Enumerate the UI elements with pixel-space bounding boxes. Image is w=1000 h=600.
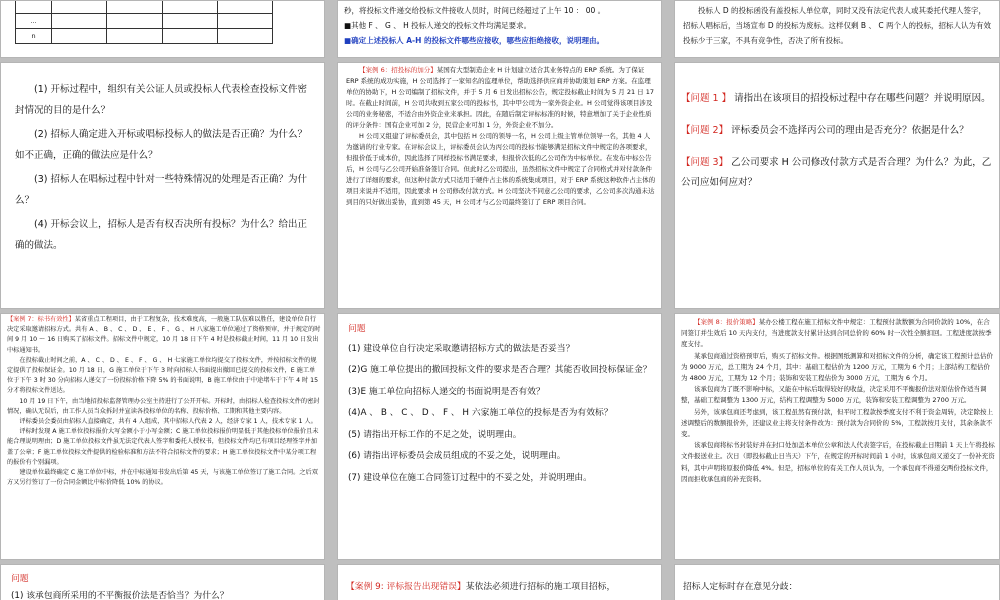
case-text: 某依法必须进行招标的施工项目招标， xyxy=(465,582,616,592)
case-title: 【案例 9: 评标报告出现错误】 xyxy=(346,582,466,592)
case-text: 该承包商将标书封装好并在封口处加盖本单位公章和法人代表签字后，在投标截止日期前 1 天上午将投标文件报送业主。次日（即投标截止日当天）下午，在规定的开标时间前 1 小时，该承包商又递交了一份补充资料，其中声明将原报价降低 4%。但是，招标单位的有关工作人员认为，一个承包商不得递交两份投标文件，因而拒收承包商的补充资料。 xyxy=(681,441,995,483)
case-text: 在投标截止时间之前，A 、 C 、 D 、 E 、 F 、 G 、 H 七家施工单位均提交了投标文件，并按招标文件的规定提供了投标保证金。10 月 18 日，G 施工单位于下午 3 时向招标人书面提出撤回已提交的投标文件，E 施工单位于下午 3 时 30 分向招标人递交了一份投标价格下降 5% 的书面说明，B 施工单位由于中途堵车于下午 4 时 15 分才将投标文件送达。 xyxy=(7,356,319,395)
case-text: H 公司又组建了评标委员会，其中包括 H 公司的领导一名，H 公司上级主管单位领导一名，其他 4 人为邀请的行业专家。在评标会议上，评标委员会认为丙公司的投标书能够满足招标文件中规定的各项要求，但报价低于成本价，因此选择了同样投标书满足要求，但报价次低的乙公司作为中标单位。在发布中标公告后，H 公司与乙公司开始准备签订合同。但此时乙公司提出，虽然招标文件中规定了合同格式并对付款条件进行了详细的要求，但这种付款方式只适用于硬件占主体的系统集成项目，对于 ERP 系统这种软件占主体的项目来说并不适用，因此要求 H 公司修改付款方式。H 公司坚决不同意乙公司的要求，乙公司多次沟通未达到目的只好做出妥协，直到第 45 天，H 公司才与乙公司最终签订了 ERP 项目合同。 xyxy=(346,132,656,206)
question-item: (1) 建设单位自行决定采取邀请招标方式的做法是否妥当？ xyxy=(348,343,575,354)
question-text: 请指出在该项目的招投标过程中存在哪些问题？并说明原因。 xyxy=(734,93,991,104)
case-text: 某承包商通过资格预审后，购买了招标文件。根据图纸测算和对招标文件的分析，确定该工程预计总估价为 9000 万元，总工期为 24 个月，其中：基础工程估价为 1200 万元，工期为 6 个月；上部结构工程估价为 4800 万元，工期为 12 个月；装饰和安装工程估价为 3000 万元，工期为 6 个月。 xyxy=(681,351,993,383)
question-item: (4)A 、 B 、 C 、 D 、 F 、 H 六家施工单位的投标是否为有效标？ xyxy=(348,408,613,418)
slide-case-9-cont xyxy=(674,564,1000,600)
slide-bidder-d xyxy=(674,0,1000,58)
case-text: 另外，该承包商还考虑到，该工程虽然有预付款，但平时工程款按季度支付不利于资金周转，决定除按上述调整后的数额报价外，还建议业主将支付条件改为：预付款为合同价的 5%，工程款按月支付，其余条款不变。 xyxy=(681,407,993,439)
bidder-table xyxy=(15,0,273,44)
slide-case-8 xyxy=(674,313,1000,560)
question-item: (5) 请指出开标工作的不足之处，说明理由。 xyxy=(348,429,522,440)
question-label: 【问题 2】 xyxy=(681,125,729,136)
question-item: (1) 该承包商所采用的不平衡报价法是否恰当？为什么？ xyxy=(11,591,229,600)
case-text: 某国有大型制造企业 H 计划建立适合其业务特点的 ERP 系统。为了保证 ERP 系统的成功实施，H 公司选择了一家知名的监理单位，帮助选择供应商并协助策划 ERP 方案。在监理单位的协助下，H 公司编制了招标文件，并于 5 月 6 日发出招标公告，规定投标截止时间为 5 月 21 日 17 时。在截止时间前，H 公司共收到五家公司的投标书，其中甲公司为一家外资企业。H 公司觉得该项目涉及公司的业务秘密，不适合由外资企业来承担。因此，在随后制定评标标准的时候，特意增加了关于企业性质的评分条件：国有企业可加 2 分，民营企业可加 1 分，外资企业不加分。 xyxy=(346,66,654,129)
case-text: 该承包商为了既不影响中标，又能在中标后取得较好的收益，决定采用不平衡报价法对原估价作适当调整，基础工程调整为 1300 万元，结构工程调整为 5000 万元，装饰和安装工程调整为 2700 万元。 xyxy=(681,385,987,405)
case-text: 评标委员会委员由招标人直接确定，共有 4 人组成，其中招标人代表 2 人，经济专家 1 人，技术专家 1 人。 xyxy=(19,418,317,426)
case-text: 投标人 D 的投标函没有盖投标人单位章，同时又没有法定代表人或其委托代理人签字，招标人唱标后，当场宣布 D 的投标为废标。这样仅剩 B 、 C 两个人的投标，招标人认为有效投标少于三家，不具有竞争性，否决了所有投标。 xyxy=(683,6,991,45)
slide-case-7 xyxy=(0,313,325,560)
slide-case-9 xyxy=(337,564,662,600)
question-item: (2)G 施工单位提出的撤回投标文件的要求是否合理？其能否收回投标保证金？ xyxy=(348,365,652,375)
case-text: 10 月 19 日下午，由当地招投标监督管理办公室主持进行了公开开标。开标时，由招标人检查投标文件的密封情况，确认无误后，由工作人员当众拆封并宣读各投标单位的名称、投标价格、工期和其他主要内容。 xyxy=(7,397,320,415)
table-row xyxy=(16,0,273,14)
slide-case-6 xyxy=(337,62,662,309)
slide-bid-receipt xyxy=(337,0,662,58)
question-item: (3) 招标人在唱标过程中针对一些特殊情况的处理是否正确？为什么？ xyxy=(15,174,307,206)
case-text-line: 秒，将投标文件递交给投标文件接收人员时，时间已经超过了上午 10 ： 00 。 xyxy=(344,6,606,15)
question-text: 乙公司要求 H 公司修改付款方式是否合理？为什么？为此，乙公司应如何应对？ xyxy=(681,157,992,188)
question-line: ■确定上述投标人 A-H 的投标文件哪些应接收，哪些应拒绝接收，说明理由。 xyxy=(344,36,605,45)
question-text: 评标委员会不选择丙公司的理由是否充分？依据是什么？ xyxy=(731,125,969,136)
question-item: (2) 招标人确定进入开标或唱标投标人的做法是否正确？为什么？如不正确，正确的做法应是什么？ xyxy=(15,129,307,161)
slide-questions-opening xyxy=(0,62,325,309)
question-item: (6) 请指出评标委员会成员组成的不妥之处，说明理由。 xyxy=(348,451,566,461)
slide-table-fragment xyxy=(0,0,325,58)
question-label: 【问题 1 】 xyxy=(681,93,732,104)
case-text: 招标人定标时存在意见分歧： xyxy=(683,582,798,592)
case-text: 建设单位最终确定 C 施工单位中标，并在中标通知书发出后第 45 天，与该施工单位签订了施工合同。之后双方又另行签订了一份合同金额比中标价降低 10% 的协议。 xyxy=(7,469,318,487)
table-row: ... xyxy=(16,14,273,29)
slide-case-6-questions xyxy=(674,62,1000,309)
slide-case-7-questions xyxy=(337,313,662,560)
case-title: 【案例 6：招投标的加分】 xyxy=(359,66,437,74)
case-text-line: ■其他 F 、 G 、 H 投标人递交的投标文件均满足要求。 xyxy=(344,21,532,30)
case-text: 评标时发现 A 施工单位投标报价大写金额小于小写金额；C 施工单位投标报价明显低于其他投标单位报价且未能合理说明理由；D 施工单位投标文件虽无法定代表人签字和委托人授权书，但投标文件均已有项目经理签字并加盖了公章；F 施工单位投标文件提供的检验标准和方法不符合招标文件的要求；H 施工单位投标文件中某分项工程的报价有个别漏项。 xyxy=(7,428,319,466)
question-item: (7) 建设单位在施工合同签订过程中的不妥之处，并说明理由。 xyxy=(348,472,592,483)
slide-case-8-questions xyxy=(0,564,325,600)
question-item: (4) 开标会议上，招标人是否有权否决所有投标？为什么？给出正确的做法。 xyxy=(15,219,307,251)
case-text: 某办公楼工程在施工招标文件中规定：工程预付款数额为合同价款的 10%，在合同签订并生效后 10 天内支付，当进度款支付累计达到合同总价的 60% 时一次性全额扣回。工程进度款按季度支付。 xyxy=(681,318,992,349)
table-row: n xyxy=(16,29,273,44)
questions-heading: 问题 xyxy=(348,324,366,334)
case-text: 某省重点工程项目，由于工程复杂，技术难度高，一般施工队伍难以胜任，建设单位自行决定采取邀请招标方式。共有 A 、 B 、 C 、 D 、 E 、 F 、 G 、 H 八家施工单位通过了资格预审，并于规定的时间 9 月 10 ～ 16 日购买了招标文件。招标文件中规定，10 月 18 日下午 4 时是投标截止时间，11 月 10 日发出中标通知书。 xyxy=(7,316,321,354)
case-title: 【案例 8：报价策略】 xyxy=(694,318,759,326)
question-item: (3)E 施工单位向招标人递交的书面说明是否有效？ xyxy=(348,386,545,397)
case-title: 【案例 7：标书有效性】 xyxy=(7,316,75,323)
question-item: (1) 开标过程中，组织有关公证人员或投标人代表检查投标文件密封情况的目的是什么？ xyxy=(15,84,307,116)
questions-heading: 问题 xyxy=(11,574,29,584)
question-label: 【问题 3】 xyxy=(681,157,729,168)
